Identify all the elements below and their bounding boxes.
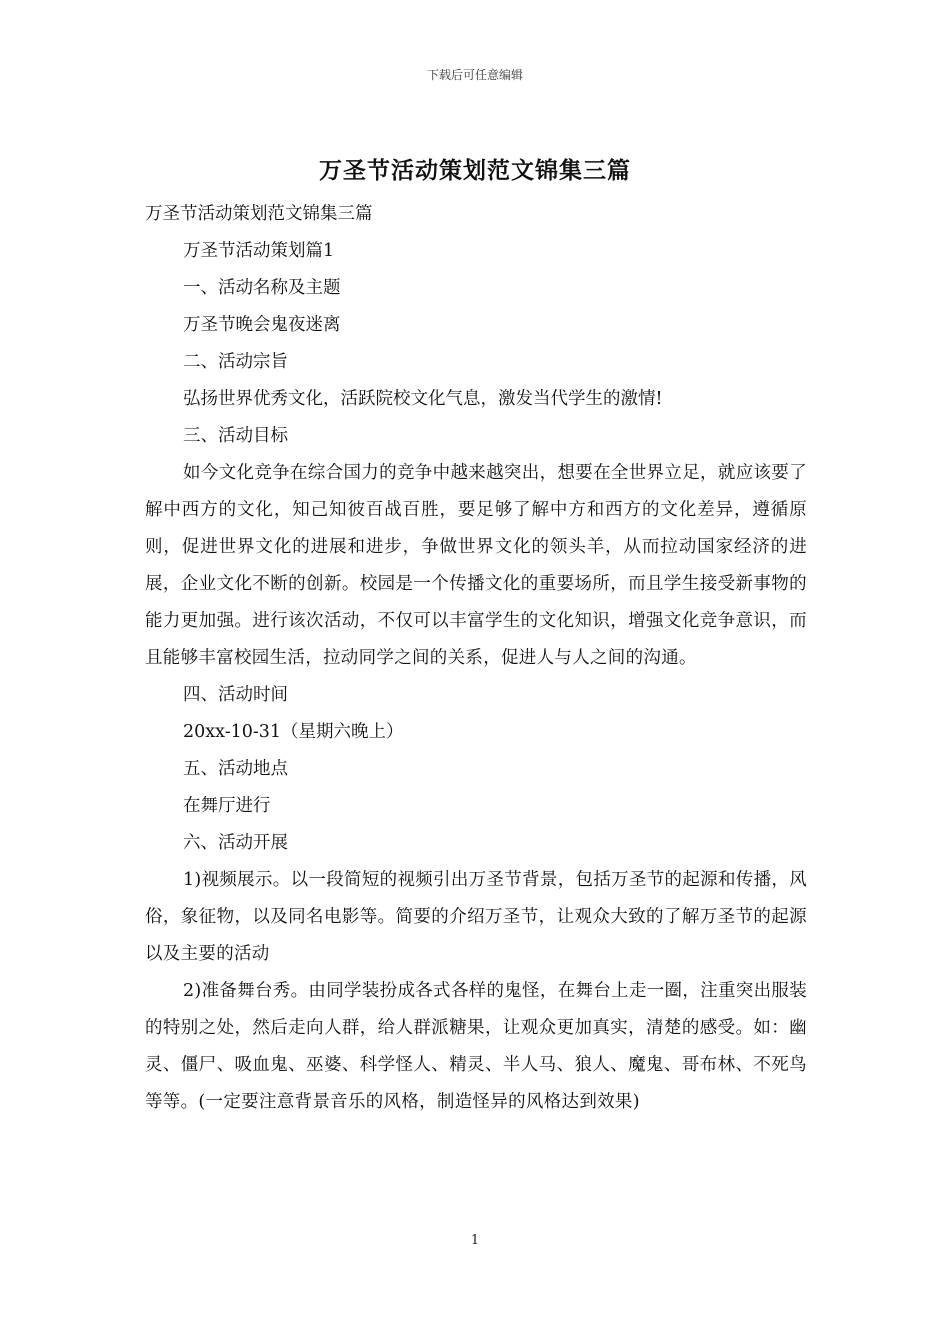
document-subtitle: 万圣节活动策划范文锦集三篇: [145, 204, 373, 224]
section-heading-goals: 三、活动目标: [183, 426, 288, 446]
document-title: 万圣节活动策划范文锦集三篇: [319, 157, 631, 184]
section-heading-location: 五、活动地点: [183, 759, 288, 779]
paragraph-time: 20xx-10-31（星期六晚上）: [183, 722, 404, 742]
paragraph-goals: 如今文化竞争在综合国力的竞争中越来越突出，想要在全世界立足，就应该要了解中西方的文化，知己知彼百战百胜，要足够了解中方和西方的文化差异，遵循原则，促进世界文化的进展和进步，争做世界文化的领头羊，从而拉动国家经济的进展，企业文化不断的创新。校园是一个传播文化的重要场所，而且学生接受新事物的能力更加强。进行该次活动，不仅可以丰富学生的文化知识，增强文化竞争意识，而且能够丰富校园生活，拉动同学之间的关系，促进人与人之间的沟通。: [145, 463, 807, 668]
page-number: 1: [470, 1233, 480, 1248]
section-heading-plan-1: 万圣节活动策划篇1: [183, 241, 335, 261]
section-heading-time: 四、活动时间: [183, 685, 288, 705]
section-heading-name-theme: 一、活动名称及主题: [183, 278, 341, 298]
document-body: [145, 196, 807, 1121]
paragraph-purpose: 弘扬世界优秀文化，活跃院校文化气息，激发当代学生的激情!: [183, 389, 663, 409]
paragraph-theme: 万圣节晚会鬼夜迷离: [183, 315, 341, 335]
paragraph-location: 在舞厅进行: [183, 796, 271, 816]
page-header-note: 下载后可任意编辑: [426, 68, 523, 82]
paragraph-video-show: 1)视频展示。以一段简短的视频引出万圣节背景，包括万圣节的起源和传播，风俗，象征物，以及同名电影等。简要的介绍万圣节，让观众大致的了解万圣节的起源以及主要的活动: [145, 870, 807, 964]
section-heading-purpose: 二、活动宗旨: [183, 352, 288, 372]
section-heading-activities: 六、活动开展: [183, 833, 288, 853]
paragraph-stage-show: 2)准备舞台秀。由同学装扮成各式各样的鬼怪，在舞台上走一圈，注重突出服装的特别之处，然后走向人群，给人群派糖果，让观众更加真实，清楚的感受。如：幽灵、僵尸、吸血鬼、巫婆、科学怪人、精灵、半人马、狼人、魔鬼、哥布林、不死鸟等等。(一定要注意背景音乐的风格，制造怪异的风格达到效果): [145, 981, 807, 1112]
